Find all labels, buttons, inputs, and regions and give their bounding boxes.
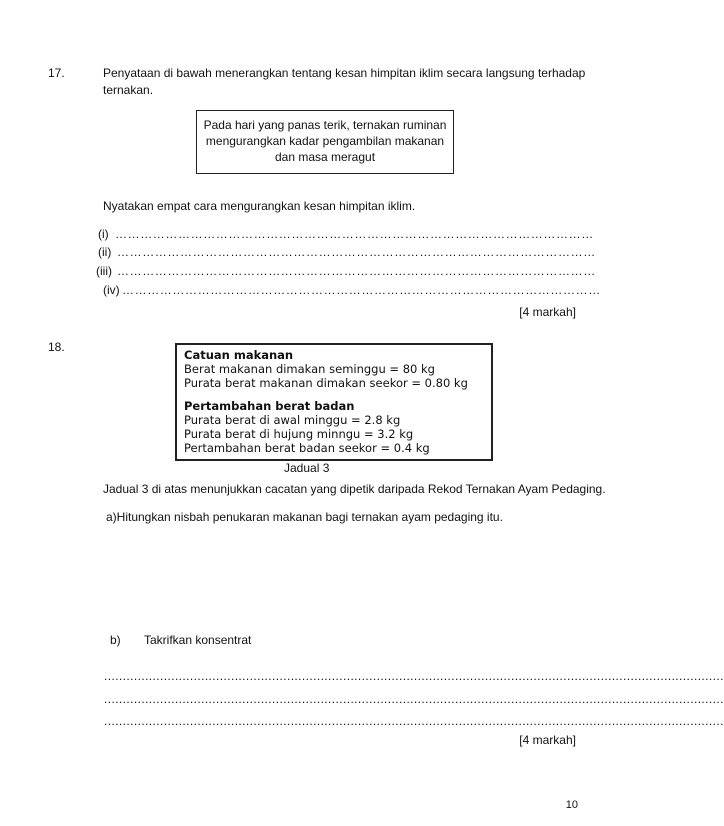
- answer-label-ii: (ii): [98, 245, 112, 259]
- answer-line[interactable]: ......................................................................................................................................................................: [104, 714, 724, 728]
- table-row: Purata berat di awal minggu = 2.8 kg: [184, 413, 401, 427]
- table-row: Berat makanan dimakan seminggu = 80 kg: [184, 362, 435, 376]
- table-caption: Jadual 3: [284, 461, 330, 475]
- question-17-statement-line1: Penyataan di bawah menerangkan tentang kesan himpitan iklim secara langsung terhadap: [103, 66, 586, 80]
- answer-line[interactable]: ......................................................................................................................................................................: [104, 692, 724, 706]
- table-heading-feed-ration: Catuan makanan: [184, 348, 294, 362]
- table-row: Pertambahan berat badan seekor = 0.4 kg: [184, 441, 430, 455]
- answer-line-iii[interactable]: ……………………………………………………………………………………………………: [117, 264, 596, 278]
- answer-line-ii[interactable]: ……………………………………………………………………………………………………: [117, 245, 596, 259]
- question-17-statement-box: [196, 110, 454, 174]
- question-17-marks: [4 markah]: [519, 305, 576, 319]
- question-17-statement-line2: ternakan.: [103, 83, 154, 97]
- statement-box-line: Pada hari yang panas terik, ternakan ruminan: [203, 118, 447, 132]
- answer-label-i: (i): [98, 227, 109, 241]
- table-row: Purata berat di hujung minngu = 3.2 kg: [184, 427, 414, 441]
- question-18-description: Jadual 3 di atas menunjukkan cacatan yang dipetik daripada Rekod Ternakan Ayam Pedaging.: [103, 482, 606, 496]
- answer-label-iii: (iii): [96, 264, 112, 278]
- table-heading-weight-gain: Pertambahan berat badan: [184, 399, 355, 413]
- question-18-part-a: a)Hitungkan nisbah penukaran makanan bagi ternakan ayam pedaging itu.: [106, 510, 503, 524]
- answer-line-iv[interactable]: ……………………………………………………………………………………………………: [122, 283, 601, 297]
- question-17-instruction: Nyatakan empat cara mengurangkan kesan himpitan iklim.: [103, 199, 416, 213]
- answer-label-iv: (iv): [103, 283, 120, 297]
- question-18-marks: [4 markah]: [519, 733, 576, 747]
- statement-box-line: mengurangkan kadar pengambilan makanan: [205, 134, 445, 148]
- question-17-number: 17.: [48, 66, 65, 80]
- page-number: 10: [565, 799, 578, 811]
- answer-line-i[interactable]: ……………………………………………………………………………………………………: [115, 227, 594, 241]
- question-18-number: 18.: [48, 340, 65, 354]
- table-row: Purata berat makanan dimakan seekor = 0.80 kg: [184, 376, 468, 390]
- statement-box-line: dan masa meragut: [274, 150, 376, 164]
- question-18-part-b-text: Takrifkan konsentrat: [144, 633, 252, 647]
- question-18-part-b-label: b): [110, 633, 121, 647]
- answer-line[interactable]: ......................................................................................................................................................................: [104, 669, 724, 683]
- record-table-box: [175, 343, 493, 461]
